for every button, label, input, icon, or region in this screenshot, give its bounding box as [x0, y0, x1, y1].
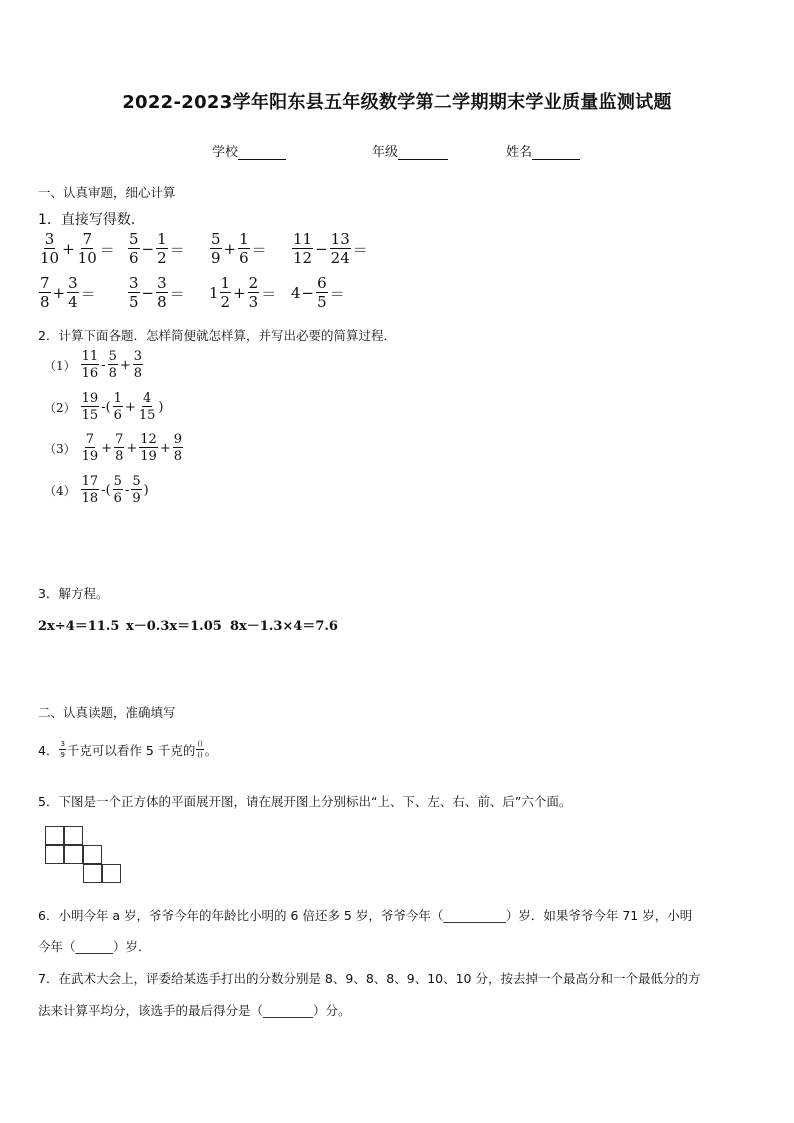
equals-sign: ＝	[169, 284, 185, 303]
fraction: $\frac{11}{16}$	[81, 349, 99, 381]
q6-line-2: 今年（______）岁．	[38, 939, 151, 954]
q7-line-2: 法来计算平均分，该选手的最后得分是（________）分。	[38, 1003, 351, 1018]
operator: +	[52, 284, 66, 302]
q6-line-1: 6．小明今年 a 岁，爷爷今年的年龄比小明的 6 倍还多 5 岁，爷爷今年（__________）岁．如果爷爷今年 71 岁，小明	[38, 908, 693, 923]
fraction: $\frac{11}{12}$	[293, 230, 313, 267]
fraction: $\frac{13}{24}$	[330, 230, 350, 267]
net-square[interactable]	[45, 826, 64, 845]
school-blank[interactable]	[238, 145, 286, 160]
q2-problem-1	[44, 350, 144, 380]
section-2-heading: 二、认真读题，准确填写	[38, 705, 176, 720]
school-field[interactable]	[212, 141, 286, 160]
operator: +	[62, 240, 75, 258]
q1-item-1	[38, 232, 116, 266]
grade-field[interactable]	[372, 141, 448, 160]
operator: -	[101, 357, 106, 373]
net-square[interactable]	[45, 845, 64, 864]
fraction: $\frac{6}{5}$	[317, 274, 327, 311]
operator: +	[124, 399, 136, 415]
fraction: $\frac{9}{8}$	[173, 432, 183, 464]
q4-text: 千克可以看作 5 千克的	[66, 743, 196, 758]
whole-number: 1	[209, 284, 219, 302]
q1-item-6	[127, 276, 186, 310]
q2-problem-3	[44, 433, 184, 463]
fraction: $\frac{3}{5}$	[129, 274, 139, 311]
q2-label-4: （4）	[44, 483, 76, 498]
name-label: 姓名	[506, 145, 533, 160]
equals-sign: ＝	[329, 284, 345, 303]
q4-end: 。	[204, 743, 218, 758]
fraction: $\frac{7}{8}$	[115, 432, 124, 464]
fraction: $\frac{1}{6}$	[239, 230, 249, 267]
operator: -	[124, 482, 130, 498]
fraction: $\frac{3}{8}$	[157, 274, 167, 311]
fraction: $\frac{5}{6}$	[129, 230, 139, 267]
fraction: $\frac{17}{18}$	[81, 474, 99, 506]
q2-label-3: （3）	[44, 441, 76, 456]
equals-sign: ＝	[169, 240, 185, 259]
fraction: $\frac{3}{10}$	[40, 230, 60, 267]
operator: +	[119, 357, 131, 373]
q7-line-1: 7．在武术大会上，评委给某选手打出的分数分别是 8、9、8、8、9、10、10 分，按去掉一个最高分和一个最低分的方	[38, 971, 701, 986]
net-square[interactable]	[64, 826, 83, 845]
equals-sign: ＝	[251, 240, 267, 259]
fraction: $\frac{19}{15}$	[81, 391, 99, 423]
operator: )	[158, 399, 164, 415]
q1-item-3	[209, 232, 268, 266]
fraction: $\frac{7}{10}$	[77, 230, 97, 267]
q3-equation-3: 8x－1.3×4＝7.6	[230, 619, 338, 634]
q2-label-1: （1）	[44, 358, 76, 373]
section-1-heading: 一、认真审题，细心计算	[38, 185, 176, 200]
q2-heading: 2．计算下面各题．怎样简便就怎样算，并写出必要的简算过程．	[38, 328, 396, 343]
q1-item-4	[291, 232, 369, 266]
fraction: $\frac{5}{9}$	[132, 474, 141, 506]
operator: −	[315, 240, 328, 258]
whole-number: 4	[291, 284, 301, 302]
q3-heading: 3．解方程。	[38, 586, 109, 601]
operator: −	[141, 284, 155, 302]
fraction: $\frac{1}{2}$	[157, 230, 167, 267]
equals-sign: ＝	[99, 240, 115, 259]
fraction: $\frac{5}{9}$	[211, 230, 221, 267]
q5: 5．下图是一个正方体的平面展开图，请在展开图上分别标出“上、下、左、右、前、后”六个面。	[38, 794, 572, 809]
equals-sign: ＝	[261, 284, 277, 303]
equals-sign: ＝	[80, 284, 96, 303]
fraction: $\frac{3}{4}$	[68, 274, 78, 311]
q4	[38, 741, 217, 759]
q4-fraction-blank[interactable]: $\frac{()}{()}$	[197, 740, 203, 759]
fraction: $\frac{2}{3}$	[248, 274, 259, 311]
operator: -(	[101, 399, 111, 415]
fraction: $\frac{12}{19}$	[140, 432, 157, 464]
operator: −	[301, 284, 315, 302]
q1-item-5	[38, 276, 97, 310]
q1-heading: 1．直接写得数．	[38, 212, 145, 228]
equals-sign: ＝	[352, 240, 368, 259]
q2-problem-2	[44, 392, 164, 422]
operator: −	[141, 240, 155, 258]
q3-equation-1: 2x÷4＝11.5	[38, 619, 120, 634]
cube-net-diagram	[45, 826, 125, 886]
fraction: $\frac{1}{2}$	[220, 274, 231, 311]
school-label: 学校	[212, 145, 239, 160]
name-field[interactable]	[506, 141, 580, 160]
name-blank[interactable]	[532, 145, 580, 160]
operator: -(	[101, 482, 111, 498]
fraction: $\frac{5}{6}$	[113, 474, 122, 506]
q3-equation-2: x－0.3x＝1.05	[126, 619, 222, 634]
operator: +	[233, 284, 246, 302]
grade-blank[interactable]	[398, 145, 448, 160]
operator: +	[223, 240, 237, 258]
fraction: $\frac{7}{8}$	[40, 274, 50, 311]
net-square[interactable]	[83, 845, 102, 864]
q1-item-2	[127, 232, 186, 266]
q2-label-2: （2）	[44, 400, 76, 415]
page-title: 2022-2023学年阳东县五年级数学第二学期期末学业质量监测试题	[122, 92, 672, 113]
q4-number: 4．	[38, 743, 59, 758]
net-square[interactable]	[102, 864, 121, 883]
fraction: $\frac{7}{19}$	[81, 432, 99, 464]
operator: +	[101, 440, 113, 456]
net-square[interactable]	[83, 864, 102, 883]
q1-item-7	[209, 276, 277, 310]
fraction: $\frac{1}{6}$	[113, 391, 122, 423]
q4-fraction-1: $\frac{3}{9}$	[60, 740, 65, 759]
grade-label: 年级	[372, 145, 399, 160]
operator: )	[143, 482, 149, 498]
q2-problem-4	[44, 475, 150, 505]
operator: +	[126, 440, 138, 456]
q1-item-8	[291, 276, 346, 310]
fraction: $\frac{5}{8}$	[108, 349, 117, 381]
operator: +	[159, 440, 171, 456]
fraction: $\frac{3}{8}$	[133, 349, 143, 381]
fraction: $\frac{4}{15}$	[138, 391, 156, 423]
net-square[interactable]	[64, 845, 83, 864]
